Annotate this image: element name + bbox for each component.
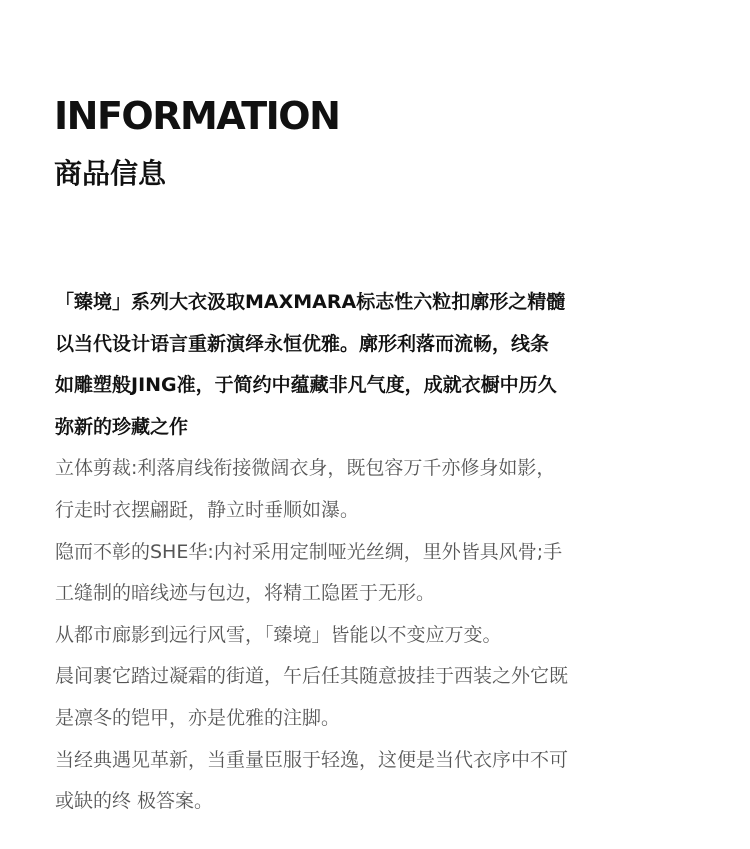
heading-information: INFORMATION <box>54 94 340 138</box>
detail-line: 从都市廊影到远行风雪，「臻境」皆能以不变应万变。 <box>55 623 502 646</box>
detail-line: 是凛冬的铠甲，亦是优雅的注脚。 <box>55 706 341 729</box>
detail-line: 隐而不彰的SHE华:内衬采用定制哑光丝绸，里外皆具风骨;手 <box>55 540 563 563</box>
intro-line: 如雕塑般JING准，于简约中蕴藏非凡气度，成就衣橱中历久 <box>55 374 557 397</box>
intro-line: 以当代设计语言重新演绎永恒优雅。廓形利落而流畅，线条 <box>55 332 550 355</box>
detail-line: 行走时衣摆翩跹，静立时垂顺如瀑。 <box>55 498 360 521</box>
description-body <box>55 282 675 823</box>
detail-line: 晨间裹它踏过凝霜的街道，午后任其随意披挂于西装之外它既 <box>55 665 569 688</box>
intro-line: 「臻境」系列大衣汲取MAXMARA标志性六粒扣廓形之精髓 <box>55 291 566 313</box>
detail-line: 工缝制的暗线迹与包边，将精工隐匿于无形。 <box>55 582 436 605</box>
detail-line: 或缺的终 极答案。 <box>55 790 214 813</box>
intro-line: 弥新的珍藏之作 <box>55 415 189 438</box>
detail-line: 当经典遇见革新，当重量臣服于轻逸，这便是当代衣序中不可 <box>55 748 569 771</box>
detail-line: 立体剪裁:利落肩线衔接微阔衣身，既包容万千亦修身如影， <box>55 457 556 480</box>
heading-product-info: 商品信息 <box>54 157 167 190</box>
